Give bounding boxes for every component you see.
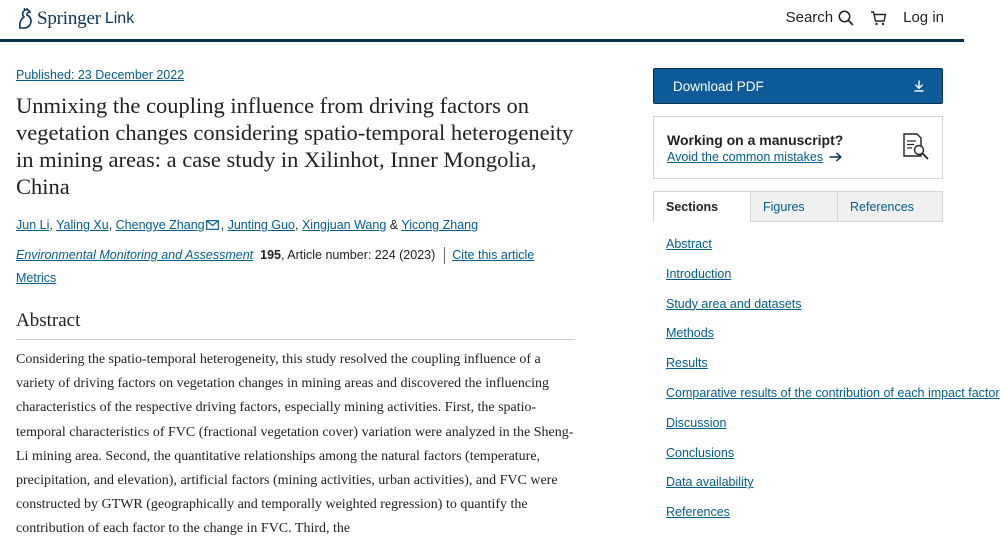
tab-figures[interactable]: Figures xyxy=(750,192,837,221)
section-link-study-area[interactable]: Study area and datasets xyxy=(666,296,802,311)
site-header xyxy=(0,0,964,42)
sidebar-tabs xyxy=(653,191,943,222)
list-item xyxy=(666,414,942,444)
author-list: Jun Li, Yaling Xu, Chengye Zhang , Junting Guo, Xingjuan Wang & Yicong Zhang xyxy=(16,218,479,232)
list-item xyxy=(666,324,942,354)
author-link[interactable]: Yicong Zhang xyxy=(401,218,479,232)
brand-suffix: Link xyxy=(104,10,135,27)
section-link-references[interactable]: References xyxy=(666,505,730,520)
cite-article-link[interactable]: Cite this article xyxy=(452,248,535,262)
section-link-discussion[interactable]: Discussion xyxy=(666,415,727,430)
document-search-icon xyxy=(901,132,930,161)
volume: 195 xyxy=(260,248,282,262)
list-item xyxy=(666,295,942,325)
search-label: Search xyxy=(785,9,834,26)
section-link-comparative-results[interactable]: Comparative results of the contribution of each impact factor xyxy=(666,385,1000,400)
list-item xyxy=(666,473,942,503)
tab-sections[interactable]: Sections xyxy=(654,192,750,222)
abstract-heading: Abstract xyxy=(16,310,575,340)
tab-references[interactable]: References xyxy=(837,192,942,221)
list-item xyxy=(666,503,942,533)
divider xyxy=(444,247,445,264)
abstract-text: Considering the spatio-temporal heterogeneity, this study resolved the coupling influence of a variety of driving factors on vegetation changes in mining areas and discovered the influencing characteristics of the respective driving factors, especially mining activities. First, the spatio-temporal characteristics of FVC (fractional vegetation cover) variation were analyzed in the Sheng-Li mining area. Second, the quantitative relationships among the natural factors (temperature, precipitation, and elevation), artificial factors (mining activities, urban activities), and FVC were constructed by GTWR (geographically and temporally weighted regression) to quantify the contribution of each factor to the change in FVC. Third, the xyxy=(16,352,574,537)
springer-horse-icon xyxy=(16,8,34,30)
article-main xyxy=(16,66,576,542)
list-item xyxy=(666,235,942,265)
metrics-link[interactable]: Metrics xyxy=(16,271,57,285)
author-link[interactable]: Yaling Xu xyxy=(56,218,109,232)
search-button[interactable] xyxy=(786,9,855,26)
springer-link-logo[interactable] xyxy=(16,6,134,32)
section-link-introduction[interactable]: Introduction xyxy=(666,266,732,281)
download-pdf-label: Download PDF xyxy=(673,78,764,94)
sections-list xyxy=(666,235,1000,533)
avoid-mistakes-link[interactable]: Avoid the common mistakes xyxy=(667,150,842,164)
manuscript-title: Working on a manuscript? xyxy=(667,132,844,148)
list-item xyxy=(666,444,942,474)
journal-info xyxy=(16,246,576,264)
header-actions xyxy=(786,9,944,26)
arrow-right-icon xyxy=(829,152,842,162)
author-link[interactable]: Jun Li xyxy=(16,218,50,232)
download-pdf-button[interactable] xyxy=(653,68,943,104)
section-link-data-availability[interactable]: Data availability xyxy=(666,475,754,490)
section-link-abstract[interactable]: Abstract xyxy=(666,237,712,251)
cart-icon xyxy=(870,10,887,26)
download-icon xyxy=(914,80,924,92)
published-date[interactable]: Published: 23 December 2022 xyxy=(16,68,185,82)
author-link[interactable]: Chengye Zhang xyxy=(115,218,205,232)
article-title: Unmixing the coupling influence from driving factors on vegetation changes considering spatio-temporal heterogeneity in mining areas: a case study in Xilinhot, Inner Mongolia, China xyxy=(16,93,574,199)
list-item xyxy=(666,265,942,295)
cart-button[interactable] xyxy=(870,10,887,26)
section-link-methods[interactable]: Methods xyxy=(666,326,714,341)
author-link[interactable]: Junting Guo xyxy=(227,218,295,232)
list-item xyxy=(666,354,942,384)
section-link-results[interactable]: Results xyxy=(666,356,708,371)
brand-name: Springer xyxy=(37,8,101,29)
section-link-conclusions[interactable]: Conclusions xyxy=(666,445,735,460)
article-number: , Article number: 224 (2023) xyxy=(281,248,436,262)
list-item xyxy=(666,384,1000,414)
journal-link[interactable]: Environmental Monitoring and Assessment xyxy=(16,248,254,262)
mail-icon[interactable] xyxy=(206,220,219,230)
login-link[interactable]: Log in xyxy=(903,9,944,26)
search-icon xyxy=(838,10,854,26)
author-link[interactable]: Xingjuan Wang xyxy=(301,218,387,232)
manuscript-promo xyxy=(653,116,943,179)
